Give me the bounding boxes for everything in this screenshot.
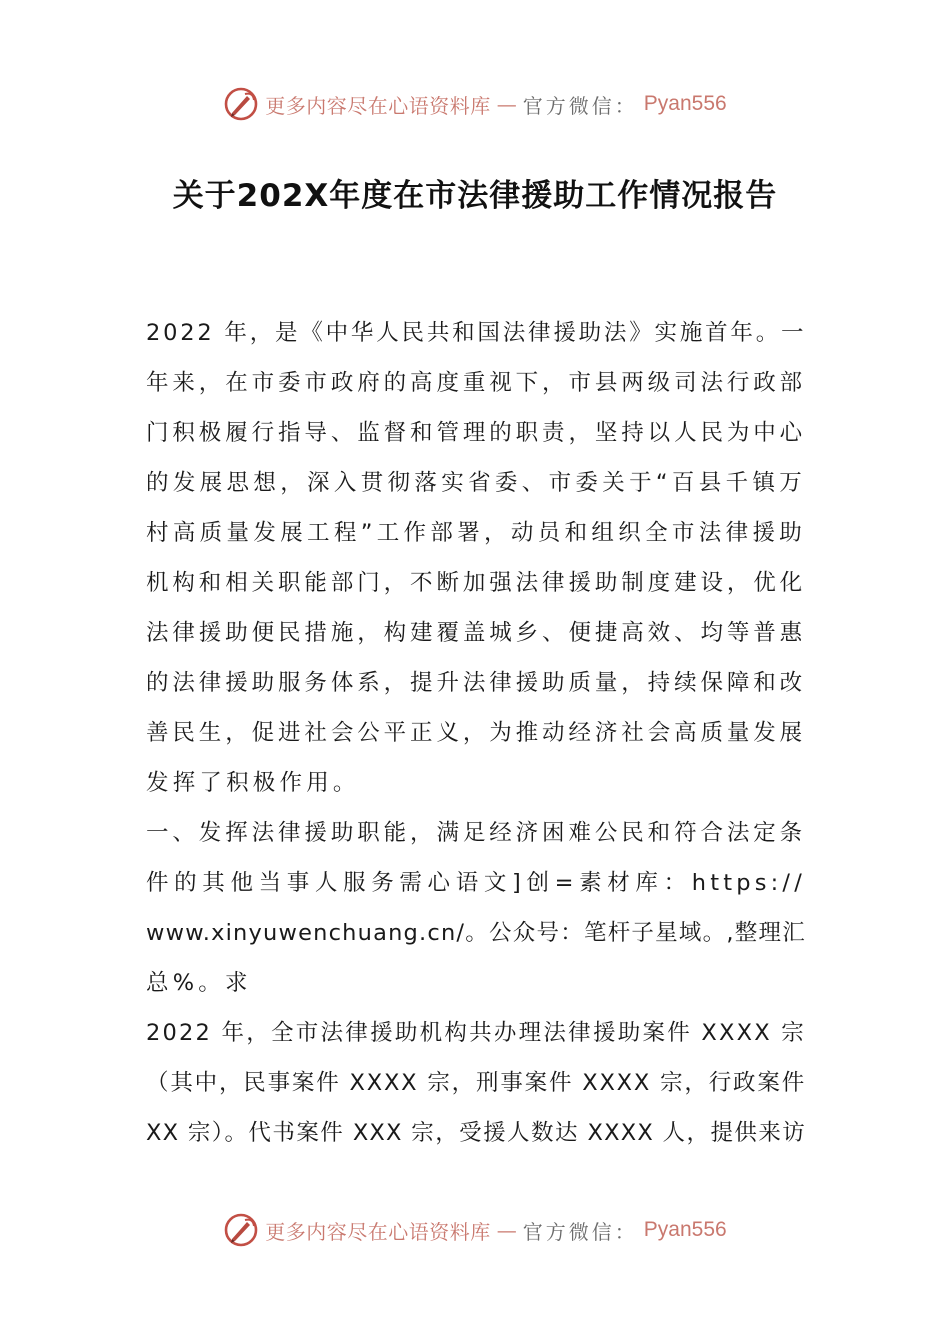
body-line: 一、发挥法律援助职能，满足经济困难公民和符合法定条	[146, 820, 806, 846]
watermark-wechat-id: Pyan556	[643, 92, 727, 115]
watermark-official-label: 官方微信：	[522, 1219, 638, 1244]
body-line: 的发展思想，深入贯彻落实省委、市委关于“百县千镇万	[146, 470, 806, 496]
watermark-official-label: 官方微信：	[522, 93, 638, 118]
body-line: 2022 年，全市法律援助机构共办理法律援助案件 XXXX 宗	[146, 1020, 806, 1046]
footer-watermark	[0, 1208, 950, 1252]
body-line: 件的其他当事人服务需心语文]创=素材库：https://	[146, 870, 806, 896]
watermark-text: 更多内容尽在心语资料库	[265, 93, 491, 118]
watermark-dash: —	[496, 92, 517, 116]
body-line: 2022 年，是《中华人民共和国法律援助法》实施首年。一	[146, 320, 807, 346]
body-line: 善民生，促进社会公平正义，为推动经济社会高质量发展	[146, 720, 806, 746]
watermark-text: 更多内容尽在心语资料库	[265, 1219, 491, 1244]
body-line: 法律援助便民措施，构建覆盖城乡、便捷高效、均等普惠	[146, 620, 806, 646]
body-line: 总%。求	[146, 970, 252, 996]
header-watermark	[0, 82, 950, 126]
watermark-wechat-id: Pyan556	[643, 1218, 727, 1241]
body-line: XX 宗）。代书案件 XXX 宗，受援人数达 XXXX 人，提供来访	[146, 1120, 806, 1146]
watermark-dash: —	[496, 1218, 517, 1242]
body-line: 门积极履行指导、监督和管理的职责，坚持以人民为中心	[146, 420, 806, 446]
document-title: 关于202X年度在市法律援助工作情况报告	[172, 178, 778, 214]
body-line: 村高质量发展工程”工作部署，动员和组织全市法律援助	[146, 520, 806, 546]
document-body	[146, 308, 806, 1158]
body-line: 的法律援助服务体系，提升法律援助质量，持续保障和改	[146, 670, 806, 696]
body-line: 发挥了积极作用。	[146, 770, 360, 796]
body-line: （其中，民事案件 XXXX 宗，刑事案件 XXXX 宗，行政案件	[146, 1070, 806, 1096]
pen-in-circle-logo	[223, 86, 259, 122]
body-line: 年来，在市委市政府的高度重视下，市县两级司法行政部	[146, 370, 806, 396]
body-line: 机构和相关职能部门，不断加强法律援助制度建设，优化	[146, 570, 806, 596]
pen-in-circle-logo	[223, 1212, 259, 1248]
body-line: www.xinyuwenchuang.cn/。公众号：笔杆子星域。,整理汇	[146, 920, 806, 946]
